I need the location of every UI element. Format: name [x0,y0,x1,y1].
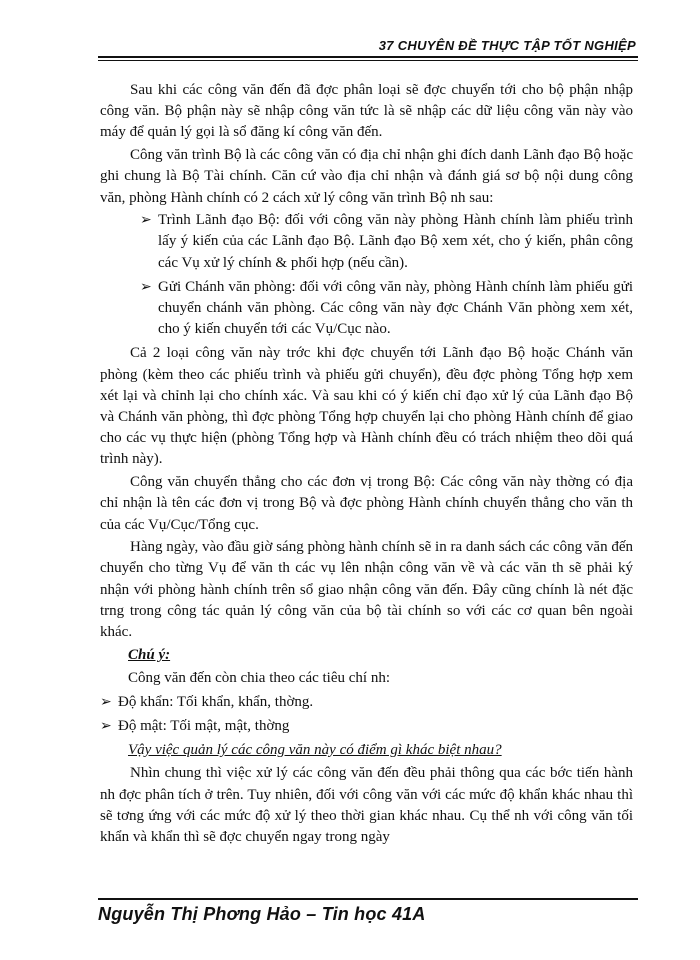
paragraph: Công văn chuyển thẳng cho các đơn vị trong Bộ: Các công văn này thờng có địa chỉ nhận là tên các đơn vị trong Bộ và đợc phòng Hành chính chuyển thẳng cho văn th của các Vụ/Cục/Tổng cục. [100,474,633,533]
bullet-text: Gửi Chánh văn phòng: đối với công văn này, phòng Hành chính làm phiếu gửi chuyển chánh văn phòng. Các công văn này đợc Chánh Văn phòng xem xét, cho ý kiến chuyển tới các Vụ/Cục nào. [158,278,633,338]
note-item [100,692,633,713]
arrow-bullet-icon: ➢ [100,718,112,734]
note-intro: Công văn đến còn chia theo các tiêu chí nh: [128,670,390,687]
note-item-text: Độ khẩn: Tối khẩn, khẩn, thờng. [118,693,314,710]
header-title: 37 CHUYÊN ĐỀ THỰC TẬP TỐT NGHIỆP [378,38,636,53]
page-footer [98,898,638,928]
section-question: Vậy việc quản lý các công văn này có điểm gì khác biệt nhau? [128,742,502,759]
footer-author: Nguyễn Thị Phơng Hảo – Tin học 41A [98,904,426,924]
footer-rule [98,898,638,900]
document-body [100,80,633,850]
header-rule [98,56,638,58]
paragraph: Nhìn chung thì việc xử lý các công văn đến đều phải thông qua các bớc tiến hành nh đợc phân tích ở trên. Tuy nhiên, đối với công văn với các mức độ khẩn khác nhau thì sẽ tơng ứng với các mức độ xử lý theo thời gian khác nhau. Cụ thể nh với công văn tối khẩn và khẩn thì sẽ đợc chuyển ngay trong ngày [100,765,633,845]
arrow-bullet-icon: ➢ [140,279,152,295]
note-item-text: Độ mật: Tối mật, mật, thờng [118,717,290,734]
bullet-text: Trình Lãnh đạo Bộ: đối với công văn này phòng Hành chính làm phiếu trình lấy ý kiến của các Lãnh đạo Bộ. Lãnh đạo Bộ xem xét, cho ý kiến, phân công các Vụ xử lý chính & phối hợp (nếu cần). [158,212,633,271]
page-header [98,38,638,58]
note-item [100,716,633,737]
arrow-bullet-icon: ➢ [140,213,152,229]
bullet-item [100,210,633,274]
paragraph: Công văn trình Bộ là các công văn có địa chỉ nhận ghi đích danh Lãnh đạo Bộ hoặc ghi chung là Bộ Tài chính. Căn cứ vào địa chỉ nhận và đánh giá sơ bộ nội dung công văn, phòng Hành chính có 2 cách xử lý công văn trình Bộ nh sau: [100,147,633,206]
note-label: Chú ý: [128,647,171,664]
paragraph: Sau khi các công văn đến đã đợc phân loại sẽ đợc chuyển tới cho bộ phận nhập công văn. Bộ phận này sẽ nhập công văn tức là sẽ nhập các dữ liệu công văn này vào máy để quản lý gọi là sổ đăng kí công văn đến. [100,82,633,141]
bullet-item [100,277,633,341]
paragraph: Hàng ngày, vào đầu giờ sáng phòng hành chính sẽ in ra danh sách các công văn đến chuyển cho từng Vụ để văn th các vụ lên nhận công văn về và các văn th sẽ phải ký nhận với phòng hành chính trên sổ giao nhận công văn đến. Đây cũng chính là nét đặc trng trong công tác quản lý công văn của bộ tài chính so với các cơ quan bên ngoài khác. [100,539,633,641]
arrow-bullet-icon: ➢ [100,694,112,710]
paragraph: Cả 2 loại công văn này trớc khi đợc chuyển tới Lãnh đạo Bộ hoặc Chánh văn phòng (kèm theo các phiếu trình và phiếu gửi chuyển), đều đợc phòng Tổng hợp xem xét lại và chỉnh lại cho chính xác. Và sau khi có ý kiến chỉ đạo xử lý của Lãnh đạo Bộ và Chánh văn phòng, thì đợc phòng Tổng hợp chuyển lại cho phòng Hành chính để giao cho các vụ thực hiện (phòng Tổng hợp và Hành chính đều có trách nhiệm theo dõi quá trình này). [100,345,633,468]
header-rule-thin [98,60,638,61]
